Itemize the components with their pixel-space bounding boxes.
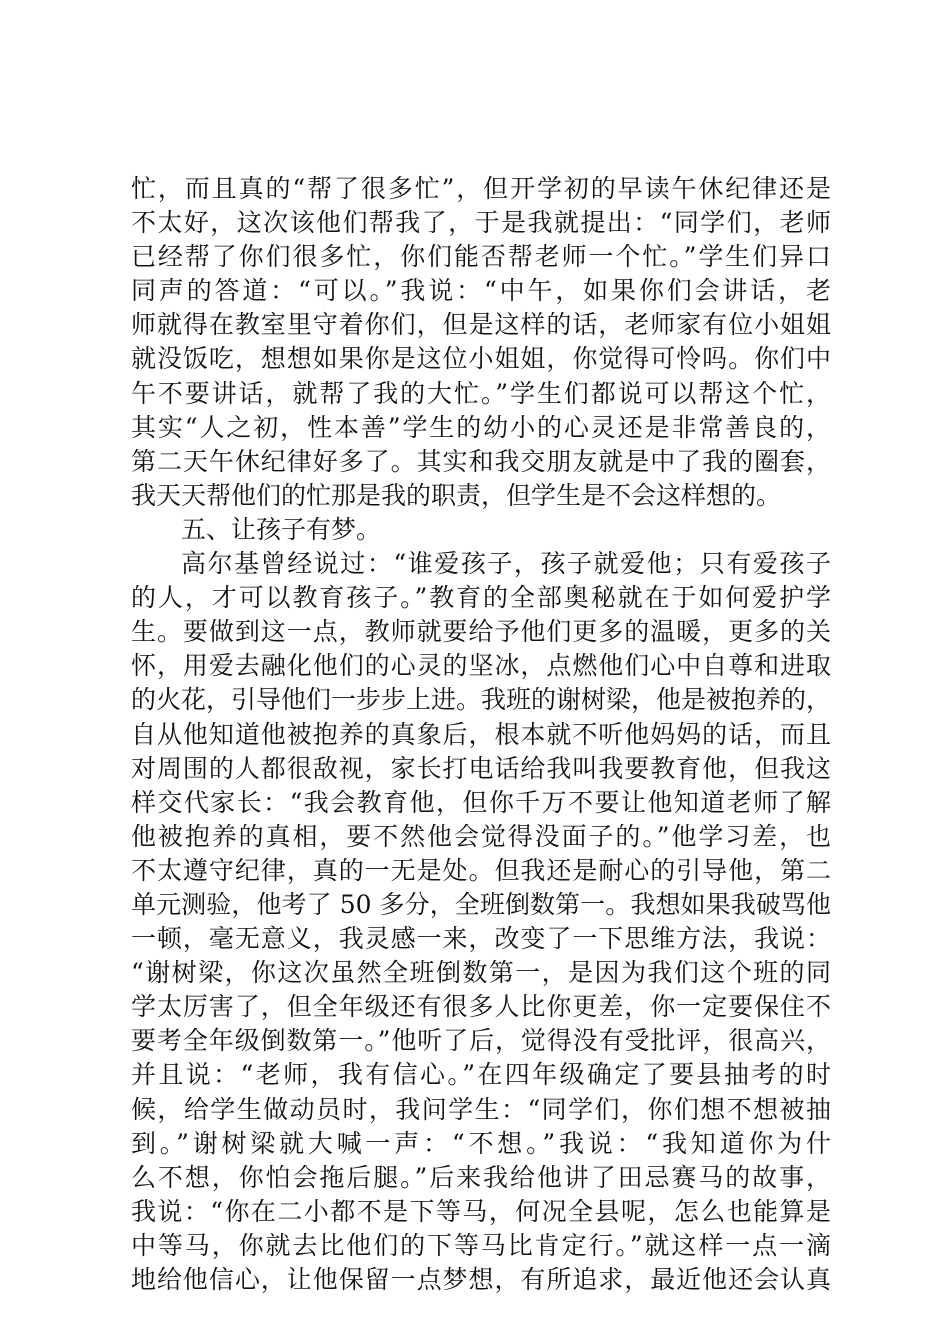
text-line: “谢树梁，你这次虽然全班倒数第一，是因为我们这个班的同	[131, 958, 831, 988]
text-line: 怀，用爱去融化他们的心灵的坚冰，点燃他们心中自尊和进取	[131, 651, 831, 681]
text-line: 的人，才可以教育孩子。”教育的全部奥秘就在于如何爱护学	[131, 583, 831, 613]
text-line: 要考全年级倒数第一。”他听了后，觉得没有受批评，很高兴，	[131, 1026, 831, 1056]
text-line: 高尔基曾经说过：“谁爱孩子，孩子就爱他；只有爱孩子	[181, 549, 831, 579]
text-line: 五、让孩子有梦。	[181, 514, 382, 544]
text-line: 不太好，这次该他们帮我了，于是我就提出：“同学们，老师	[131, 208, 831, 238]
text-line: 单元测验，他考了 50 多分，全班倒数第一。我想如果我破骂他	[131, 889, 831, 919]
text-line: 地给他信心，让他保留一点梦想，有所追求，最近他还会认真	[131, 1265, 831, 1294]
text-line: 午不要讲话，就帮了我的大忙。”学生们都说可以帮这个忙，	[131, 378, 831, 408]
text-line: 同声的答道：“可以。”我说：“中午，如果你们会讲话，老	[131, 276, 831, 306]
text-line: 到。”谢树梁就大喊一声：“不想。”我说：“我知道你为什	[131, 1128, 831, 1158]
text-line: 我说：“你在二小都不是下等马，何况全县呢，怎么也能算是	[131, 1196, 831, 1226]
text-line: 生。要做到这一点，教师就要给予他们更多的温暖，更多的关	[131, 617, 831, 647]
text-line: 他被抱养的真相，要不然他会觉得没面子的。”他学习差，也	[131, 821, 831, 851]
text-line: 并且说：“老师，我有信心。”在四年级确定了要县抽考的时	[131, 1060, 831, 1090]
text-line: 中等马，你就去比他们的下等马比肯定行。”就这样一点一滴	[131, 1230, 831, 1260]
text-line: 的火花，引导他们一步步上进。我班的谢树梁，他是被抱养的，	[131, 685, 832, 715]
text-line: 已经帮了你们很多忙，你们能否帮老师一个忙。”学生们异口	[131, 242, 831, 272]
text-line: 师就得在教室里守着你们，但是这样的话，老师家有位小姐姐	[131, 310, 831, 340]
text-line: 学太厉害了，但全年级还有很多人比你更差，你一定要保住不	[131, 992, 831, 1022]
text-line: 自从他知道他被抱养的真象后，根本就不听他妈妈的话，而且	[131, 719, 831, 749]
text-line: 对周围的人都很敌视，家长打电话给我叫我要教育他，但我这	[131, 753, 831, 783]
text-line: 其实“人之初，性本善”学生的幼小的心灵还是非常善良的，	[131, 412, 831, 442]
document-body	[131, 172, 831, 1297]
text-line: 一顿，毫无意义，我灵感一来，改变了一下思维方法，我说：	[131, 924, 831, 954]
text-line: 不太遵守纪律，真的一无是处。但我还是耐心的引导他，第二	[131, 855, 831, 885]
text-line: 么不想，你怕会拖后腿。”后来我给他讲了田忌赛马的故事，	[131, 1162, 831, 1192]
text-line: 忙，而且真的“帮了很多忙”，但开学初的早读午休纪律还是	[131, 174, 831, 203]
text-line: 我天天帮他们的忙那是我的职责，但学生是不会这样想的。	[131, 480, 782, 510]
text-line: 样交代家长：“我会教育他，但你千万不要让他知道老师了解	[131, 787, 831, 817]
text-line: 第二天午休纪律好多了。其实和我交朋友就是中了我的圈套，	[131, 446, 831, 476]
text-line: 候，给学生做动员时，我问学生：“同学们，你们想不想被抽	[131, 1094, 831, 1124]
text-line: 就没饭吃，想想如果你是这位小姐姐，你觉得可怜吗。你们中	[131, 344, 831, 374]
